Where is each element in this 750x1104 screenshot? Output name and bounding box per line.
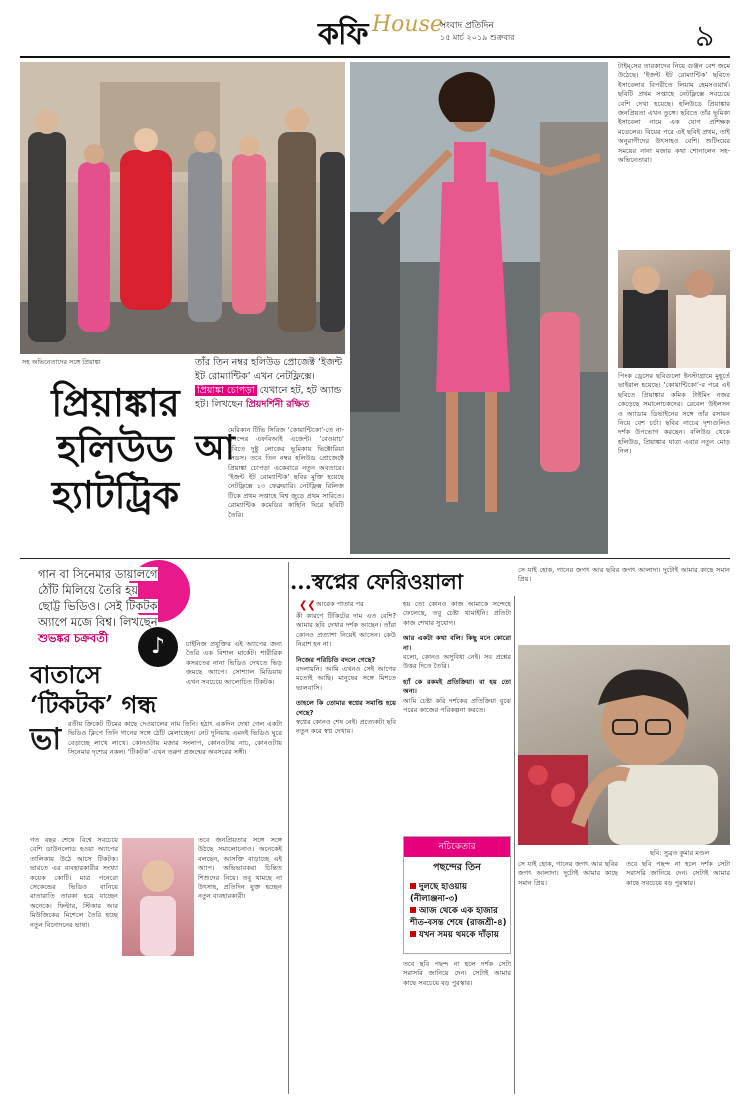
paper-name: সংবাদ প্রতিদিন: [440, 21, 494, 31]
issue-date: ১৫ মার্চ ২০১৯ শুক্রবার: [440, 33, 515, 42]
priyanka-body-col3: পিংক ড্রেসের ছবিগুলো ইনস্টাগ্রামে মুহূর্তে ভাইরাল হয়েছে। ‘কোয়ান্টিকো’-র পরে এই ছবিতে প্রিয়াঙ্কার কমিক টাইমিং নজর কেড়েছে সমালোচকদের। রেবেল উইলসন ও অ্যাডাম ডিভাইনের সঙ্গে তাঁর রসায়ন নিয়ে বেশ চর্চা। ছবির নাচের দৃশ্যগুলিও দর্শক উপভোগ করছেন। বলিউড থেকে হলিউড, প্রিয়াঙ্কার যাত্রা এবার নতুন মোড় নিল।: [618, 372, 730, 456]
tiktok-side-text: চাইনিজ প্রযুক্তির এই অ্যাপের জন্য তৈরি এক বিশাল মার্কেট। শারীরিক কসরতের নানা ভিডিও দেখতে ভিড় জমছে অ্যাপে। সোশ্যাল মিডিয়ায় এখন সবচেয়ে আলোচিত টিকটক।: [186, 640, 282, 686]
tiktok-girl-photo: [122, 838, 194, 956]
column-divider-2: [514, 596, 515, 1094]
feriwala-q2: তাহলে কি তোমার স্বপ্নের সমাপ্তি হয়ে গেছে?: [296, 699, 396, 717]
main-photo-figure: [350, 62, 608, 554]
feriwala-col3: তবে ছবি পছন্দ না হলে দর্শক সেটা সরাসরি জানিয়ে দেন। সেটাই আমার কাছে সবচেয়ে বড় পুরস্কার।: [403, 960, 511, 987]
brand-house: House: [372, 12, 443, 37]
feriwala-col1b: বদলায়নি। আমি এখনও সেই আগের মতোই আছি। মানুষের সঙ্গে মিশতে ভালবাসি।: [296, 665, 396, 692]
box-item: আজ থেকে এক হাজার শীত-বসন্ত শেষে (রাজশ্রী-৪): [410, 906, 507, 928]
tiktok-intro-line-2: সেই টিকটক অ্যাপে মজে বিশ্ব। লিখছেন: [38, 599, 158, 629]
nachiketa-figure: [518, 645, 730, 845]
feriwala-col1-text: কী কারণে টিকিটের দাম এত বেশি? আমার ছবি দেখার দর্শক আছেন। তাঁরা কোনও প্রত্যাশা নিয়েই আসেন। কেউ নিরাশ হন না।: [296, 612, 396, 649]
deck-highlight: প্রিয়াঙ্কা চোপড়া: [197, 385, 255, 396]
box-title: নচিকেতার: [404, 837, 510, 857]
tiktok-girl-figure: [122, 838, 194, 956]
feriwala-col2: [403, 600, 511, 830]
column-divider-1: [288, 562, 289, 1094]
feriwala-col2-text: হয় তো কোনও কাজ আমাকে সন্দেহে ফেলেছে, তবু চেষ্টা থামাইনি। প্রতিটা কাজ শেখার সুযোগ।: [403, 600, 511, 627]
feriwala-col6: তবে ছবি পছন্দ না হলে দর্শক সেটা সরাসরি জানিয়ে দেন। সেটাই আমার কাছে সবচেয়ে বড় পুরস্কার।: [626, 860, 730, 887]
brand-logo: কফি: [318, 17, 368, 52]
priyanka-deck: [195, 356, 345, 412]
box-item: যখন সময় থমকে দাঁড়ায়: [410, 929, 508, 941]
lead-quote-mark: ❮❮: [299, 600, 316, 611]
box-list: [410, 881, 508, 941]
tiktok-body-col3: তবে জনপ্রিয়তার সঙ্গে সঙ্গে উঠছে সমালোচনাও। অনেকেই বলছেন, আসক্তি বাড়াচ্ছে এই অ্যাপ। অভিভাবকরা চিন্তিত শিশুদের নিয়ে। তবু থামছে না উৎসাহ, প্রতিদিন যুক্ত হচ্ছেন নতুন ব্যবহারকারী।: [198, 836, 282, 901]
deck-byline-prefix: লিখছেন: [211, 399, 243, 410]
tiktok-headline: বাতাসে ‘টিকটক’ গন্ধ: [30, 660, 157, 719]
feriwala-col2c: আমি চেষ্টা করি দর্শকের প্রতিক্রিয়া বুঝে পরের কাজের পরিকল্পনা করতে।: [403, 696, 511, 715]
masthead: [0, 0, 750, 58]
tiktok-body-col1: রতীয় ক্রিকেট টিমের কাছে দেওয়ালের নাম তিনি। হঠাৎ একদিন দেখা গেল একটা ভিডিও ক্লিপে তিনি গানের সঙ্গে ঠোঁট মেলাচ্ছেন। নেট দুনিয়ায় এমনই ভিডিও ঘুরে বেড়াচ্ছে লাখে লাখে। কোনওটায় মজার সংলাপ, কোনওটায় নাচ, কোনওটায় সিনেমার দৃশ্যের নকল। ‘টিকটক’ এখন তরুণ প্রজন্মের অবসরের সঙ্গী।: [68, 720, 282, 757]
tiktok-body-col2: গত বছর শেষে বিশ্বে সবচেয়ে বেশি ডাউনলোড হওয়া অ্যাপের তালিকায় উঠে আসে টিকটক। ভারতে এর ব্যবহারকারীর সংখ্যা কয়েক কোটি। মাত্র পনেরো সেকেন্ডের ভিডিও বানিয়ে রাতারাতি তারকা হয়ে যাচ্ছেন অনেকে। ফিল্টার, স্টিকার আর মিউজিকের মিশেলে তৈরি হচ্ছে নতুন বিনোদনের ভাষা।: [30, 836, 118, 929]
feriwala-col1: [296, 612, 396, 1094]
deck-line-2: যেখানে হট, হট অ্যান্ড হট।: [195, 385, 342, 410]
deck-byline: প্রিয়দর্শিনী রক্ষিত: [245, 399, 310, 410]
feriwala-q3: আর একটা কথা বলি। কিছু মনে কোরো না।: [403, 634, 511, 652]
feriwala-col4: সে যাই হোক, গানের জগৎ আর ছবির জগৎ আলাদা। দুটোই আমার কাছে সমান প্রিয়।: [518, 566, 730, 584]
bullet-square-icon: [410, 883, 416, 889]
lead-quote: আরেক পাতার পর: [316, 600, 364, 608]
couple-photo: [618, 250, 730, 368]
photo-credit: ছবি: সুব্রত কুমার মণ্ডল: [650, 849, 710, 857]
main-photo: [350, 62, 608, 554]
box-item: দুলছে হাওয়ায় (নীলাঞ্জনা-৩): [410, 882, 467, 904]
deck-line-1: তাঁর তিন নম্বর হলিউড প্রোজেক্ট ‘ইজন্ট ইট রোম্যান্টিক’ এখন নেটফ্লিক্সে।: [195, 357, 343, 382]
feriwala-col1c: স্বপ্নের কোনও শেষ নেই। প্রত্যেকটা ছবি নতুন করে স্বপ্ন দেখায়।: [296, 718, 396, 736]
group-photo-figures: [20, 62, 345, 354]
priyanka-headline: প্রিয়াঙ্কার হলিউড হ্যাটট্রিক: [51, 380, 180, 517]
section-divider: [20, 558, 730, 559]
tiktok-byline: শুভঙ্কর চক্রবর্তী: [38, 631, 109, 645]
priyanka-body-col2: টাইম্‌সের তারকাদের নিয়ে গুঞ্জন বেশ জমে উঠেছে। ‘ইজন্ট ইট রোম্যান্টিক’ ছবিতে ইসাবেলার বিপরীতে লিয়াম হেমসওয়ার্থ। ছবিটি প্রথম সপ্তাহে নেটফ্লিক্সে সবচেয়ে বেশি দেখা হয়েছে। হলিউডে প্রিয়াঙ্কার জনপ্রিয়তা এখন তুঙ্গে। ছবিতে তাঁর ভূমিকা ইসাবেলা নামে এক যোগ প্রশিক্ষক মডেলের। বিয়ের পরে এই ছবিই প্রথম, তাই অনুরাগীদের উৎসাহও বেশি। শুটিংয়ের সময়ের নানা মজার কথা শোনালেন সহ-অভিনেতারা।: [618, 62, 730, 165]
tiktok-logo-icon: ♪: [138, 627, 178, 667]
bullet-square-icon: [410, 907, 416, 913]
feriwala-col5: সে যাই হোক, গানের জগৎ আর ছবির জগৎ আলাদা। দুটোই আমার কাছে সমান প্রিয়।: [518, 860, 618, 887]
page-number: ৯: [695, 19, 715, 54]
priyanka-dropcap: আ: [195, 428, 235, 468]
feriwala-q4: হ্যাঁ কে রকমই প্রতিক্রিয়া। বা হয় তো অন্য।: [403, 677, 511, 696]
priyanka-body-col1: মেরিকান টিভি সিরিজ ‘কোয়ান্টিকো’-তে না-পসন্দের এফবিআই এজেন্ট। ‘বেওয়াচ’ ছবিতে দুষ্টু লোকের ভূমিকায় ভিক্টোরিয়া লিডস। তবে তিন নম্বর হলিউড প্রোজেক্টে প্রিয়াঙ্কা চোপড়া একেবারে নতুন অবতারে। ‘ইজন্ট ইট রোম্যান্টিক’ ছবির মুক্তি হয়েছে নেটফ্লিক্সে ১৩ ফেব্রুয়ারি। নেটফ্লিক্স রিলিজ টিকে প্রথম সপ্তাহে বিশ্ব জুড়ে প্রথম সারিতে। রোম্যান্টিক কমেডির কাহিনি ঘিরে ছবিটি তৈরি।: [228, 426, 344, 519]
nachiketa-favourites-box: [403, 836, 511, 954]
feriwala-title: ...স্বপ্নের ফেরিওয়ালা: [290, 569, 463, 594]
tiktok-intro-line-1: গান বা সিনেমার ডায়ালগে ঠোঁট মিলিয়ে তৈরি হয় ছোট্ট ভিডিও।: [38, 567, 158, 613]
couple-photo-figures: [618, 250, 730, 368]
tiktok-dropcap: ভা: [30, 722, 62, 757]
bullet-square-icon: [410, 931, 416, 937]
feriwala-col2b: বলো, কোনও অসুবিধা নেই। সব প্রশ্নের উত্তর দিতে তৈরি।: [403, 653, 511, 671]
nachiketa-photo: [518, 645, 730, 845]
group-photo-caption: সহ অভিনেতাদের সঙ্গে প্রিয়াঙ্কা: [22, 358, 101, 366]
box-subtitle: পছন্দের তিন: [433, 862, 481, 873]
feriwala-q1: নিজের পরিচিতি বদলে গেছে?: [296, 655, 376, 664]
group-photo: [20, 62, 345, 354]
masthead-rule: [20, 56, 730, 58]
